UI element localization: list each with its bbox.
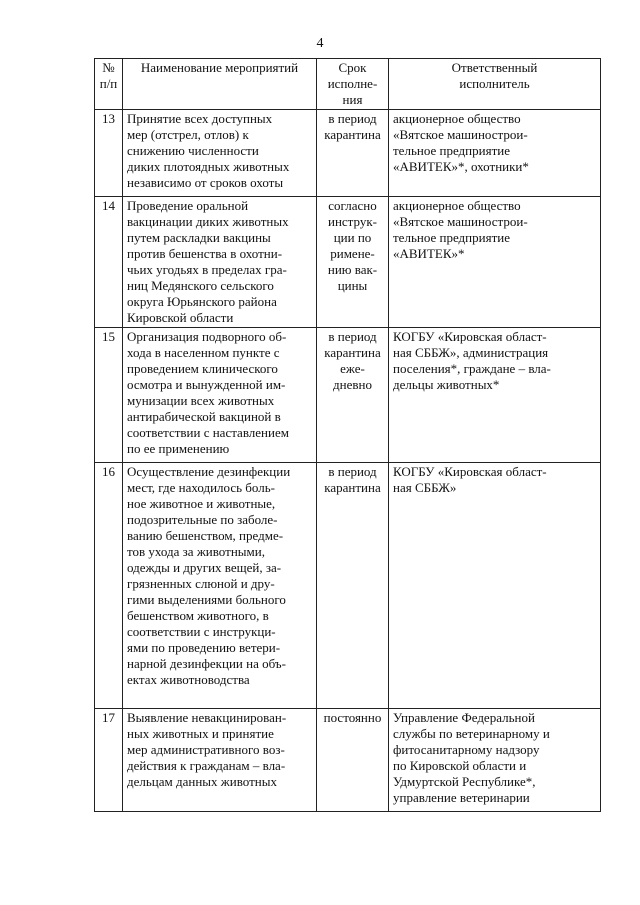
row-responsible: КОГБУ «Кировская област- ная СББЖ» [389, 463, 601, 709]
table-row [95, 709, 601, 812]
row-term: в период карантина еже- дневно [317, 328, 389, 463]
row-responsible: акционерное общество «Вятское машинострои- тельное предприятие «АВИТЕК»*, охотники* [389, 110, 601, 197]
row-num: 13 [95, 110, 123, 197]
row-responsible: Управление Федеральной службы по ветеринарному и фитосанитарному надзору по Кировской области и Удмуртской Республике*, управление ветеринарии [389, 709, 601, 812]
row-measure-name: Проведение оральной вакцинации диких животных путем раскладки вакцины против бешенства в охотни- чьих угодьях в пределах гра- ниц Медянского сельского округа Юрьянского района Кировской области [123, 197, 317, 328]
row-num: 15 [95, 328, 123, 463]
row-term: в период карантина [317, 463, 389, 709]
row-num: 17 [95, 709, 123, 812]
header-term: Срок исполне- ния [317, 59, 389, 110]
table-row [95, 328, 601, 463]
row-measure-name: Осуществление дезинфекции мест, где находилось боль- ное животное и животные, подозрительные по заболе- ванию бешенством, предме- тов ухода за животными, одежды и других вещей, за- грязненных слюной и дру- гими выделениями больного бешенством животного, в соответствии с инструкци- ями по проведению ветери- нарной дезинфекции на объ- ектах животноводства [123, 463, 317, 709]
row-num: 16 [95, 463, 123, 709]
header-num: № п/п [95, 59, 123, 110]
table-row [95, 463, 601, 709]
row-measure-name: Выявление невакцинирован- ных животных и принятие мер административного воз- действия к гражданам – вла- дельцам данных животных [123, 709, 317, 812]
table-header-row [95, 59, 601, 110]
header-responsible: Ответственный исполнитель [389, 59, 601, 110]
page-number: 4 [316, 36, 324, 51]
table-row [95, 110, 601, 197]
header-name: Наименование мероприятий [123, 59, 317, 110]
row-measure-name: Принятие всех доступных мер (отстрел, отлов) к снижению численности диких плотоядных животных независимо от сроков охоты [123, 110, 317, 197]
measures-table [94, 58, 601, 812]
row-measure-name: Организация подворного об- хода в населенном пункте с проведением клинического осмотра и вынужденной им- мунизации всех животных антирабической вакциной в соответствии с наставлением по ее применению [123, 328, 317, 463]
row-num: 14 [95, 197, 123, 328]
row-responsible: акционерное общество «Вятское машинострои- тельное предприятие «АВИТЕК»* [389, 197, 601, 328]
row-responsible: КОГБУ «Кировская област- ная СББЖ», администрация поселения*, граждане – вла- дельцы животных* [389, 328, 601, 463]
row-term: в период карантина [317, 110, 389, 197]
table-row [95, 197, 601, 328]
row-term: постоянно [317, 709, 389, 812]
row-term: согласно инструк- ции по римене- нию вак- цины [317, 197, 389, 328]
